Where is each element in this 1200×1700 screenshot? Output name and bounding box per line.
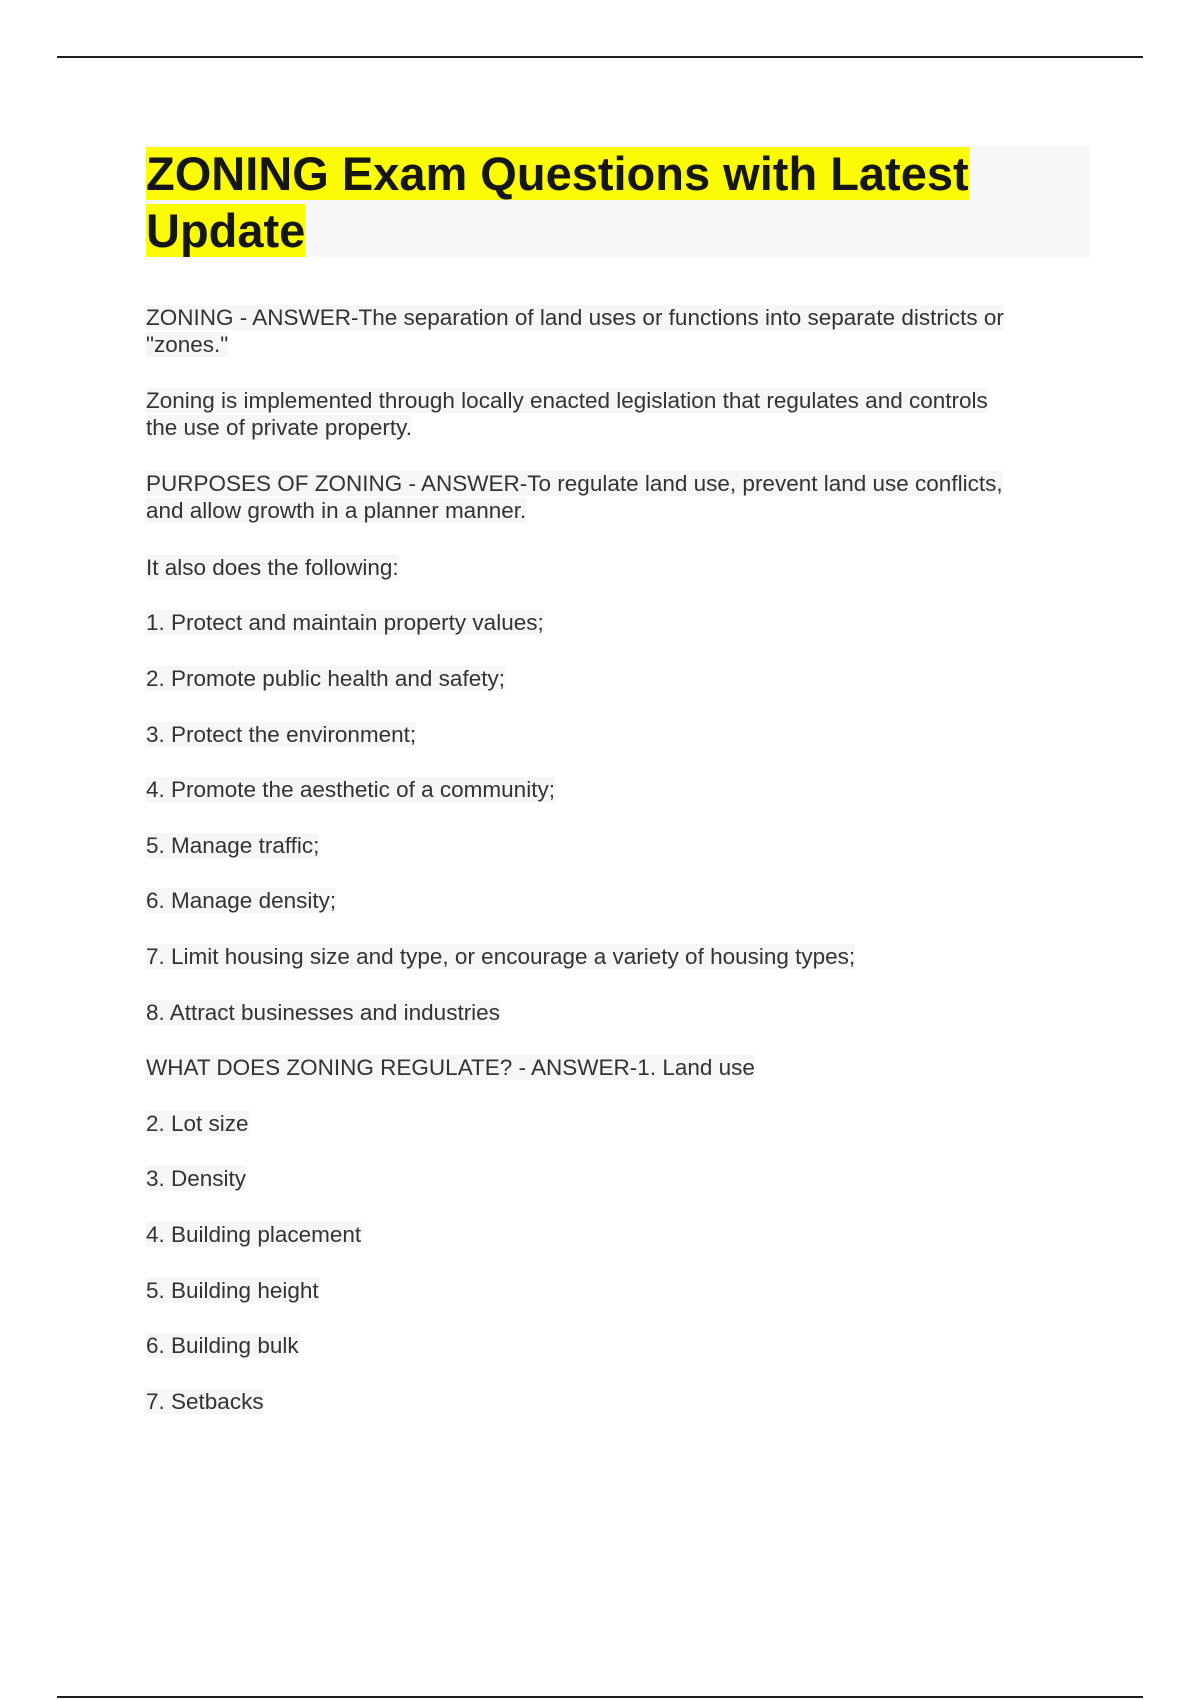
bottom-rule: [57, 1696, 1143, 1698]
text-line: 4. Promote the aesthetic of a community;: [146, 777, 555, 802]
text-line: 7. Setbacks: [146, 1389, 264, 1414]
list-item-regulate-5: [146, 1277, 319, 1304]
text-line: Zoning is implemented through locally enacted legislation that regulates and controls: [146, 388, 988, 413]
document-title: [146, 145, 1046, 259]
paragraph-purposes-of-zoning: [146, 470, 1003, 524]
paragraph-what-does-zoning-regulate: [146, 1054, 755, 1081]
list-item-purpose-3: [146, 721, 416, 748]
paragraph-zoning-implementation: [146, 387, 988, 441]
text-line: ZONING - ANSWER-The separation of land uses or functions into separate districts or: [146, 305, 1004, 330]
list-item-regulate-7: [146, 1388, 264, 1415]
list-item-regulate-3: [146, 1165, 246, 1192]
text-line: 8. Attract businesses and industries: [146, 1000, 500, 1025]
list-item-regulate-6: [146, 1332, 299, 1359]
list-item-purpose-1: [146, 609, 544, 636]
list-item-purpose-6: [146, 887, 336, 914]
text-line: 5. Building height: [146, 1278, 319, 1303]
text-line: PURPOSES OF ZONING - ANSWER-To regulate land use, prevent land use conflicts,: [146, 471, 1003, 496]
text-line: 1. Protect and maintain property values;: [146, 610, 544, 635]
text-line: and allow growth in a planner manner.: [146, 498, 527, 523]
text-line: 2. Lot size: [146, 1111, 249, 1136]
text-line: the use of private property.: [146, 415, 412, 440]
text-line: 3. Density: [146, 1166, 247, 1191]
list-item-purpose-8: [146, 999, 500, 1026]
text-line: 2. Promote public health and safety;: [146, 666, 505, 691]
list-item-purpose-2: [146, 665, 505, 692]
text-line: 6. Building bulk: [146, 1333, 299, 1358]
text-line: 3. Protect the environment;: [146, 722, 417, 747]
top-rule: [57, 56, 1143, 58]
list-item-purpose-5: [146, 832, 319, 859]
text-line: 4. Building placement: [146, 1222, 362, 1247]
text-line: "zones.": [146, 332, 229, 357]
list-item-regulate-4: [146, 1221, 361, 1248]
title-highlight: ZONING Exam Questions with Latest Update: [146, 147, 969, 257]
text-line: WHAT DOES ZONING REGULATE? - ANSWER-1. Land use: [146, 1055, 755, 1080]
paragraph-also-does: [146, 554, 399, 581]
list-item-purpose-7: [146, 943, 855, 970]
paragraph-zoning-definition: [146, 304, 1004, 358]
list-item-purpose-4: [146, 776, 555, 803]
text-line: It also does the following:: [146, 555, 399, 580]
text-line: 7. Limit housing size and type, or encourage a variety of housing types;: [146, 944, 856, 969]
text-line: 5. Manage traffic;: [146, 833, 320, 858]
text-line: 6. Manage density;: [146, 888, 337, 913]
list-item-regulate-2: [146, 1110, 249, 1137]
